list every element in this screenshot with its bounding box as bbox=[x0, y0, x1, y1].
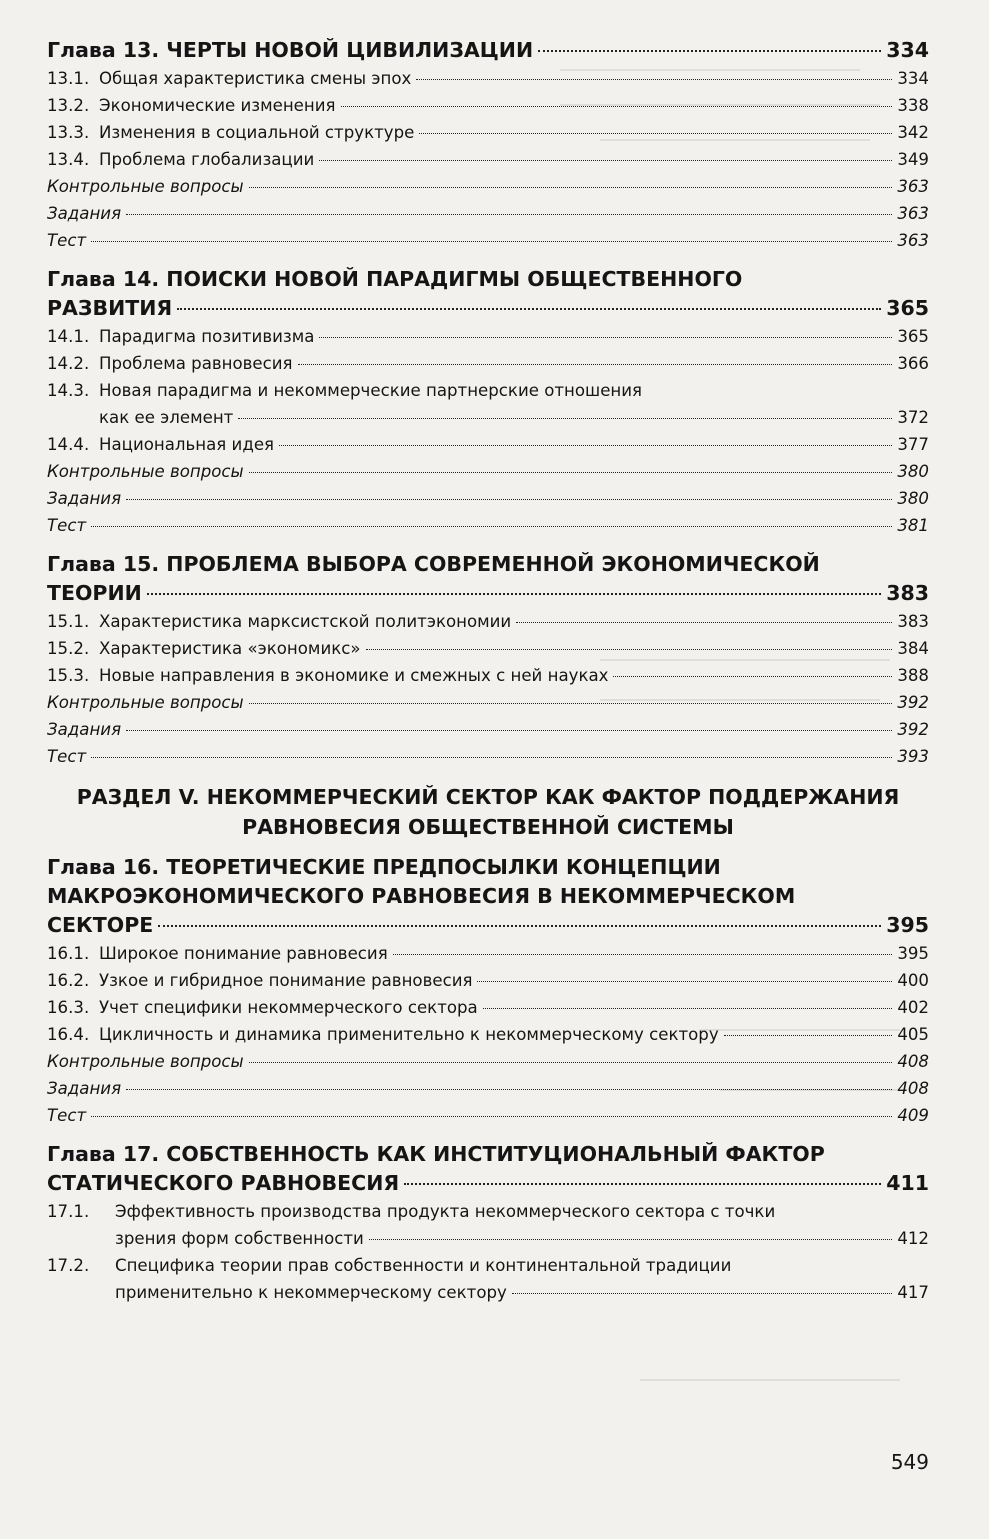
page-ref: 411 bbox=[886, 1171, 929, 1195]
page-ref: 395 bbox=[886, 913, 929, 937]
toc-entry-16-4[interactable]: 16.4. Цикличность и динамика применительно к некоммерческому сектору 405 bbox=[47, 1025, 929, 1044]
toc-entry-16-1[interactable]: 16.1. Широкое понимание равновесия 395 bbox=[47, 944, 929, 963]
dot-leader bbox=[538, 50, 881, 52]
toc-entry-control-questions[interactable]: Контрольные вопросы 408 bbox=[47, 1052, 929, 1071]
toc-entry-test[interactable]: Тест 409 bbox=[47, 1106, 929, 1125]
page-ref: 334 bbox=[886, 38, 929, 62]
toc-entry-14-4[interactable]: 14.4. Национальная идея 377 bbox=[47, 435, 929, 454]
page-ref: 383 bbox=[886, 581, 929, 605]
toc-entry-tasks[interactable]: Задания 363 bbox=[47, 204, 929, 223]
chapter-14-heading: Глава 14. ПОИСКИ НОВОЙ ПАРАДИГМЫ ОБЩЕСТВЕННОГО РАЗВИТИЯ 365 bbox=[47, 265, 929, 323]
dot-leader bbox=[177, 308, 881, 310]
table-of-contents bbox=[47, 36, 929, 1306]
toc-entry-13-2[interactable]: 13.2. Экономические изменения 338 bbox=[47, 96, 929, 115]
toc-entry-16-2[interactable]: 16.2. Узкое и гибридное понимание равновесия 400 bbox=[47, 971, 929, 990]
toc-entry-17-1[interactable]: 17.1. Эффективность производства продукта некоммерческого сектора с точки зрения форм собственности 412 bbox=[47, 1202, 929, 1248]
dot-leader bbox=[404, 1183, 881, 1185]
toc-entry-test[interactable]: Тест 393 bbox=[47, 747, 929, 766]
toc-entry-14-2[interactable]: 14.2. Проблема равновесия 366 bbox=[47, 354, 929, 373]
dot-leader bbox=[158, 925, 881, 927]
toc-entry-tasks[interactable]: Задания 408 bbox=[47, 1079, 929, 1098]
toc-entry-tasks[interactable]: Задания 392 bbox=[47, 720, 929, 739]
toc-entry-test[interactable]: Тест 363 bbox=[47, 231, 929, 250]
toc-entry-15-1[interactable]: 15.1. Характеристика марксистской политэкономии 383 bbox=[47, 612, 929, 631]
toc-entry-control-questions[interactable]: Контрольные вопросы 392 bbox=[47, 693, 929, 712]
toc-entry-14-3[interactable]: 14.3. Новая парадигма и некоммерческие партнерские отношения как ее элемент 372 bbox=[47, 381, 929, 427]
page-ref: 365 bbox=[886, 296, 929, 320]
chapter-13-heading: Глава 13. ЧЕРТЫ НОВОЙ ЦИВИЛИЗАЦИИ 334 bbox=[47, 36, 929, 65]
toc-entry-test[interactable]: Тест 381 bbox=[47, 516, 929, 535]
toc-entry-control-questions[interactable]: Контрольные вопросы 380 bbox=[47, 462, 929, 481]
chapter-15-heading: Глава 15. ПРОБЛЕМА ВЫБОРА СОВРЕМЕННОЙ ЭКОНОМИЧЕСКОЙ ТЕОРИИ 383 bbox=[47, 550, 929, 608]
toc-entry-13-3[interactable]: 13.3. Изменения в социальной структуре 342 bbox=[47, 123, 929, 142]
toc-entry-16-3[interactable]: 16.3. Учет специфики некоммерческого сектора 402 bbox=[47, 998, 929, 1017]
toc-entry-control-questions[interactable]: Контрольные вопросы 363 bbox=[47, 177, 929, 196]
toc-entry-15-3[interactable]: 15.3. Новые направления в экономике и смежных с ней науках 388 bbox=[47, 666, 929, 685]
toc-entry-17-2[interactable]: 17.2. Специфика теории прав собственности и континентальной традиции применительно к некоммерческому сектору 417 bbox=[47, 1256, 929, 1302]
chapter-17-heading: Глава 17. СОБСТВЕННОСТЬ КАК ИНСТИТУЦИОНАЛЬНЫЙ ФАКТОР СТАТИЧЕСКОГО РАВНОВЕСИЯ 411 bbox=[47, 1140, 929, 1198]
chapter-16-heading: Глава 16. ТЕОРЕТИЧЕСКИЕ ПРЕДПОСЫЛКИ КОНЦЕПЦИИ МАКРОЭКОНОМИЧЕСКОГО РАВНОВЕСИЯ В НЕКОММЕРЧЕСКОМ СЕКТОРЕ 395 bbox=[47, 853, 929, 940]
toc-entry-13-1[interactable]: 13.1. Общая характеристика смены эпох 334 bbox=[47, 69, 929, 88]
section-v-heading: РАЗДЕЛ V. НЕКОММЕРЧЕСКИЙ СЕКТОР КАК ФАКТОР ПОДДЕРЖАНИЯ РАВНОВЕСИЯ ОБЩЕСТВЕННОЙ СИСТЕМЫ bbox=[76, 785, 900, 839]
toc-entry-14-1[interactable]: 14.1. Парадигма позитивизма 365 bbox=[47, 327, 929, 346]
toc-entry-15-2[interactable]: 15.2. Характеристика «экономикс» 384 bbox=[47, 639, 929, 658]
toc-entry-13-4[interactable]: 13.4. Проблема глобализации 349 bbox=[47, 150, 929, 169]
toc-entry-tasks[interactable]: Задания 380 bbox=[47, 489, 929, 508]
page-number: 549 bbox=[890, 1450, 929, 1474]
dot-leader bbox=[147, 593, 881, 595]
